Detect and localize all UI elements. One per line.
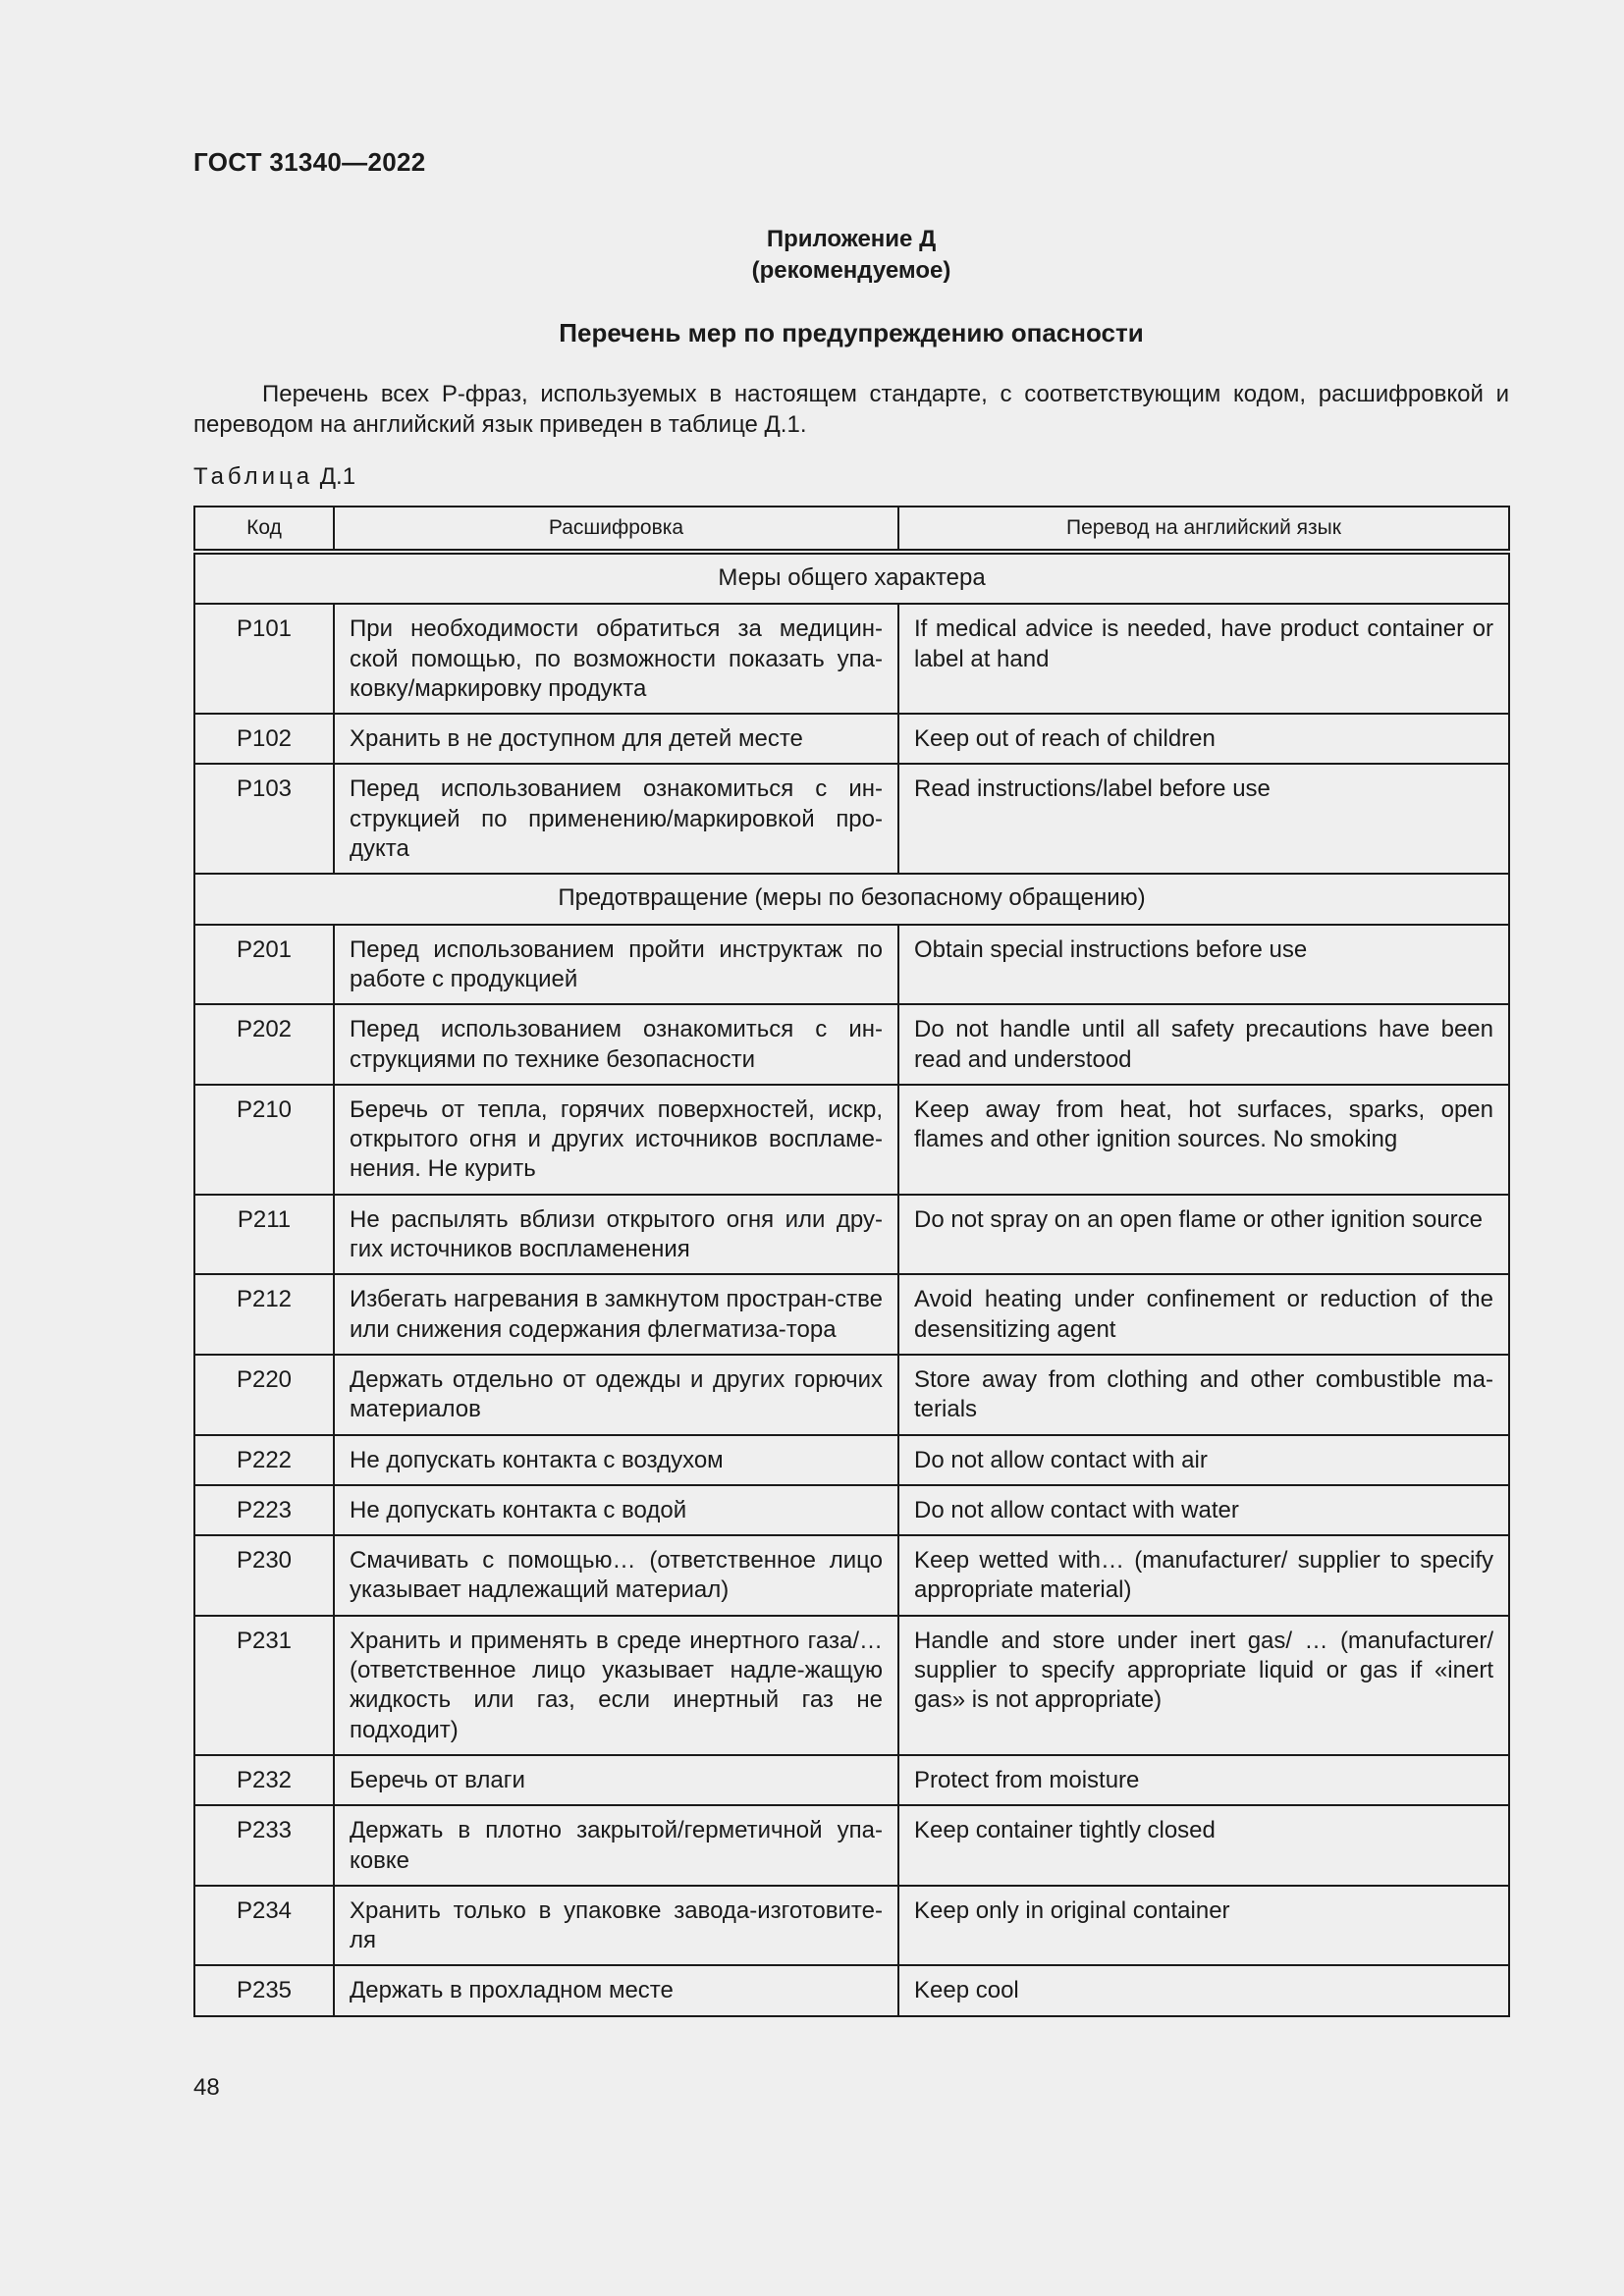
table-row (194, 1965, 1509, 2015)
code-cell: Р101 (194, 604, 334, 714)
code-cell: Р212 (194, 1274, 334, 1355)
code-cell: Р232 (194, 1755, 334, 1805)
code-cell: Р230 (194, 1535, 334, 1616)
appendix-subtitle: (рекомендуемое) (751, 257, 951, 284)
page-number: 48 (193, 2074, 220, 2101)
table-row (194, 1485, 1509, 1535)
code-cell: Р102 (194, 714, 334, 764)
english-cell: Keep wetted with… (manufacturer/ supplier to specify appropriate material) (898, 1535, 1509, 1616)
code-cell: Р223 (194, 1485, 334, 1535)
english-cell: Do not spray on an open flame or other ignition source (898, 1195, 1509, 1275)
group-title: Предотвращение (меры по безопасному обращению) (194, 874, 1509, 924)
description-cell: Держать отдельно от одежды и других горючих материалов (334, 1355, 898, 1435)
table-group-row (194, 552, 1509, 604)
description-cell: Хранить в не доступном для детей месте (334, 714, 898, 764)
english-cell: If medical advice is needed, have product container or label at hand (898, 604, 1509, 714)
table-row (194, 714, 1509, 764)
code-cell: Р103 (194, 764, 334, 874)
description-cell: Избегать нагревания в замкнутом простран-стве или снижения содержания флегматиза-тора (334, 1274, 898, 1355)
description-cell: При необходимости обратиться за медицин-ской помощью, по возможности показать упа-ковку/маркировку продукта (334, 604, 898, 714)
english-cell: Keep cool (898, 1965, 1509, 2015)
description-cell: Перед использованием ознакомиться с ин-струкциями по технике безопасности (334, 1004, 898, 1085)
description-cell: Хранить только в упаковке завода-изготовите-ля (334, 1886, 898, 1966)
english-cell: Read instructions/label before use (898, 764, 1509, 874)
column-header-code: Код (194, 507, 334, 552)
description-cell: Перед использованием ознакомиться с ин-струкцией по применению/маркировкой про-дукта (334, 764, 898, 874)
group-title: Меры общего характера (194, 552, 1509, 604)
column-header-description: Расшифровка (334, 507, 898, 552)
english-cell: Store away from clothing and other combustible ma-terials (898, 1355, 1509, 1435)
precautionary-statements-table (193, 506, 1510, 2017)
code-cell: Р211 (194, 1195, 334, 1275)
table-header-row (194, 507, 1509, 552)
code-cell: Р202 (194, 1004, 334, 1085)
description-cell: Хранить и применять в среде инертного газа/… (ответственное лицо указывает надле-жащую жидкость или газ, если инертный газ не подходит) (334, 1616, 898, 1755)
table-caption-label: Таблица (193, 463, 314, 490)
table-row (194, 1195, 1509, 1275)
table-row (194, 604, 1509, 714)
english-cell: Obtain special instructions before use (898, 925, 1509, 1005)
table-row (194, 1355, 1509, 1435)
table-row (194, 1886, 1509, 1966)
document-id: ГОСТ 31340—2022 (193, 147, 426, 177)
english-cell: Keep container tightly closed (898, 1805, 1509, 1886)
code-cell: Р235 (194, 1965, 334, 2015)
description-cell: Смачивать с помощью… (ответственное лицо указывает надлежащий материал) (334, 1535, 898, 1616)
table-group-row (194, 874, 1509, 924)
table-row (194, 1435, 1509, 1485)
table-row (194, 1274, 1509, 1355)
code-cell: Р233 (194, 1805, 334, 1886)
english-cell: Do not allow contact with water (898, 1485, 1509, 1535)
english-cell: Protect from moisture (898, 1755, 1509, 1805)
english-cell: Do not handle until all safety precautions have been read and understood (898, 1004, 1509, 1085)
appendix-heading (193, 224, 1509, 287)
code-cell: Р234 (194, 1886, 334, 1966)
code-cell: Р201 (194, 925, 334, 1005)
table-row (194, 1004, 1509, 1085)
table-row (194, 1755, 1509, 1805)
code-cell: Р220 (194, 1355, 334, 1435)
code-cell: Р210 (194, 1085, 334, 1195)
table-row (194, 1535, 1509, 1616)
column-header-english: Перевод на английский язык (898, 507, 1509, 552)
table-caption-number: Д.1 (319, 463, 356, 490)
table-row (194, 925, 1509, 1005)
section-title: Перечень мер по предупреждению опасности (559, 318, 1144, 347)
english-cell: Keep away from heat, hot surfaces, sparks, open flames and other ignition sources. No smoking (898, 1085, 1509, 1195)
table-row (194, 1805, 1509, 1886)
description-cell: Держать в прохладном месте (334, 1965, 898, 2015)
description-cell: Перед использованием пройти инструктаж по работе с продукцией (334, 925, 898, 1005)
table-body (194, 552, 1509, 2016)
intro-paragraph: Перечень всех Р-фраз, используемых в настоящем стандарте, с соответствующим кодом, расшифровкой и переводом на английский язык приведен в таблице Д.1. (193, 381, 1509, 438)
table-row (194, 1085, 1509, 1195)
description-cell: Не допускать контакта с водой (334, 1485, 898, 1535)
table-row (194, 1616, 1509, 1755)
english-cell: Do not allow contact with air (898, 1435, 1509, 1485)
description-cell: Держать в плотно закрытой/герметичной упа-ковке (334, 1805, 898, 1886)
english-cell: Keep only in original container (898, 1886, 1509, 1966)
english-cell: Keep out of reach of children (898, 714, 1509, 764)
table-caption (193, 463, 355, 491)
table-row (194, 764, 1509, 874)
description-cell: Не распылять вблизи открытого огня или дру-гих источников воспламенения (334, 1195, 898, 1275)
code-cell: Р231 (194, 1616, 334, 1755)
description-cell: Беречь от тепла, горячих поверхностей, искр, открытого огня и других источников воспламе-нения. Не курить (334, 1085, 898, 1195)
code-cell: Р222 (194, 1435, 334, 1485)
appendix-title: Приложение Д (766, 226, 937, 252)
english-cell: Avoid heating under confinement or reduction of the desensitizing agent (898, 1274, 1509, 1355)
description-cell: Не допускать контакта с воздухом (334, 1435, 898, 1485)
english-cell: Handle and store under inert gas/ … (manufacturer/ supplier to specify appropriate liquid or gas if «inert gas» is not appropriate) (898, 1616, 1509, 1755)
description-cell: Беречь от влаги (334, 1755, 898, 1805)
